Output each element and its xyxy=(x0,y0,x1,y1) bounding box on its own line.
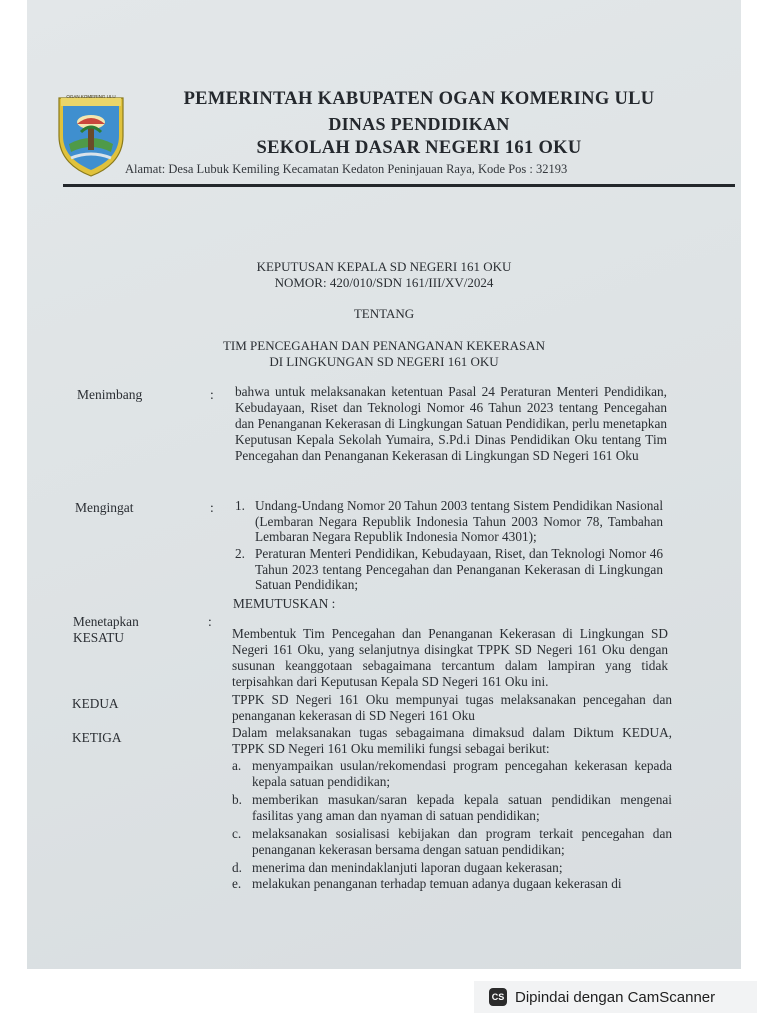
decree-about: TENTANG xyxy=(353,306,415,321)
mengingat-item-number: 2. xyxy=(235,546,245,561)
mengingat-item xyxy=(235,498,663,546)
kedua-text: TPPK SD Negeri 161 Oku mempunyai tugas melaksanakan pencegahan dan penanganan kekerasan di SD Negeri 161 Oku xyxy=(232,692,672,723)
mengingat-colon: : xyxy=(210,500,214,515)
ketiga-item-text: melakukan penanganan terhadap temuan adanya dugaan kekerasan di xyxy=(252,876,622,891)
mengingat-item-text: Peraturan Menteri Pendidikan, Kebudayaan, Riset, dan Teknologi Nomor 46 Tahun 2023 tentang Pencegahan dan Penanganan Kekerasan di Lingkungan Satuan Pendidikan; xyxy=(255,546,663,592)
memutuskan-heading: MEMUTUSKAN : xyxy=(233,596,336,611)
ketiga-item-letter: c. xyxy=(232,826,242,841)
kedua-label: KEDUA xyxy=(72,696,119,711)
menimbang-text: bahwa untuk melaksanakan ketentuan Pasal 24 Peraturan Menteri Pendidikan, Kebudayaan, Riset dan Teknologi Nomor 46 Tahun 2023 tentang Pencegahan dan Penanganan Kekerasan di Lingkungan Satuan Pendidikan, perlu menetapkan Keputusan Kepala Sekolah Yumaira, S.Pd.i Dinas Pendidikan Oku tentang Tim Pencegahan dan Penanganan Kekerasan di Lingkungan SD Negeri 161 Oku xyxy=(235,384,667,463)
ketiga-item-letter: b. xyxy=(232,792,242,807)
decree-number: NOMOR: 420/010/SDN 161/III/XV/2024 xyxy=(274,275,494,290)
menimbang-label: Menimbang xyxy=(77,387,143,402)
camscanner-logo-icon: CS xyxy=(489,988,507,1006)
letterhead-department: DINAS PENDIDIKAN xyxy=(328,114,510,134)
scanned-document xyxy=(27,0,741,969)
ketiga-item xyxy=(232,826,674,858)
ketiga-item xyxy=(232,758,674,790)
ketiga-item-text: menerima dan menindaklanjuti laporan dugaan kekerasan; xyxy=(252,860,563,875)
ketiga-label: KETIGA xyxy=(72,730,122,745)
decree-subject-line2: DI LINGKUNGAN SD NEGERI 161 OKU xyxy=(269,354,499,369)
mengingat-label: Mengingat xyxy=(75,500,134,515)
ketiga-item-letter: a. xyxy=(232,758,242,773)
decree-subject-line1: TIM PENCEGAHAN DAN PENANGANAN KEKERASAN xyxy=(222,338,546,353)
ketiga-item-text: memberikan masukan/saran kepada kepala satuan pendidikan mengenai fasilitas yang aman dan nyaman di satuan pendidikan; xyxy=(252,792,672,823)
letterhead-divider xyxy=(63,184,735,187)
ketiga-item-letter: e. xyxy=(232,876,242,891)
mengingat-item xyxy=(235,546,663,594)
camscanner-label: Dipindai dengan CamScanner xyxy=(515,988,716,1006)
ketiga-item-letter: d. xyxy=(232,860,242,875)
menetapkan-label: Menetapkan xyxy=(73,614,139,629)
ketiga-item-text: menyampaikan usulan/rekomendasi program pencegahan kekerasan kepada kepala satuan pendidikan; xyxy=(252,758,672,789)
ketiga-item xyxy=(232,876,674,892)
letterhead-government: PEMERINTAH KABUPATEN OGAN KOMERING ULU xyxy=(183,89,655,109)
menimbang-colon: : xyxy=(210,387,214,402)
ketiga-item xyxy=(232,860,674,876)
ketiga-text: Dalam melaksanakan tugas sebagaimana dimaksud dalam Diktum KEDUA, TPPK SD Negeri 161 Oku memiliki fungsi sebagai berikut: xyxy=(232,725,672,756)
letterhead-address: Alamat: Desa Lubuk Kemiling Kecamatan Kedaton Peninjauan Raya, Kode Pos : 32193 xyxy=(125,162,568,176)
kesatu-label: KESATU xyxy=(73,630,124,645)
emblem-caption: OGAN KOMERING ULU xyxy=(66,94,116,99)
decree-title: KEPUTUSAN KEPALA SD NEGERI 161 OKU xyxy=(256,259,512,274)
ketiga-item-text: melaksanakan sosialisasi kebijakan dan program terkait pencegahan dan penanganan kekerasan bersama dengan satuan pendidikan; xyxy=(252,826,672,857)
mengingat-item-number: 1. xyxy=(235,498,245,513)
letterhead-school: SEKOLAH DASAR NEGERI 161 OKU xyxy=(256,138,582,158)
kesatu-text: Membentuk Tim Pencegahan dan Penanganan Kekerasan di Lingkungan SD Negeri 161 Oku, yang selanjutnya disingkat TPPK SD Negeri 161 Oku dengan susunan keanggotaan sebagaimana tercantum dalam lampiran yang tidak terpisahkan dari Keputusan Kepala SD Negeri 161 Oku ini. xyxy=(232,626,668,689)
mengingat-item-text: Undang-Undang Nomor 20 Tahun 2003 tentang Sistem Pendidikan Nasional (Lembaran Negara Republik Indonesia Tahun 2003 Nomor 78, Tambahan Lembaran Negara Republik Indonesia Nomor 4301); xyxy=(255,498,664,544)
camscanner-watermark xyxy=(474,981,757,1013)
menetapkan-colon: : xyxy=(208,614,212,629)
ketiga-item xyxy=(232,792,674,824)
